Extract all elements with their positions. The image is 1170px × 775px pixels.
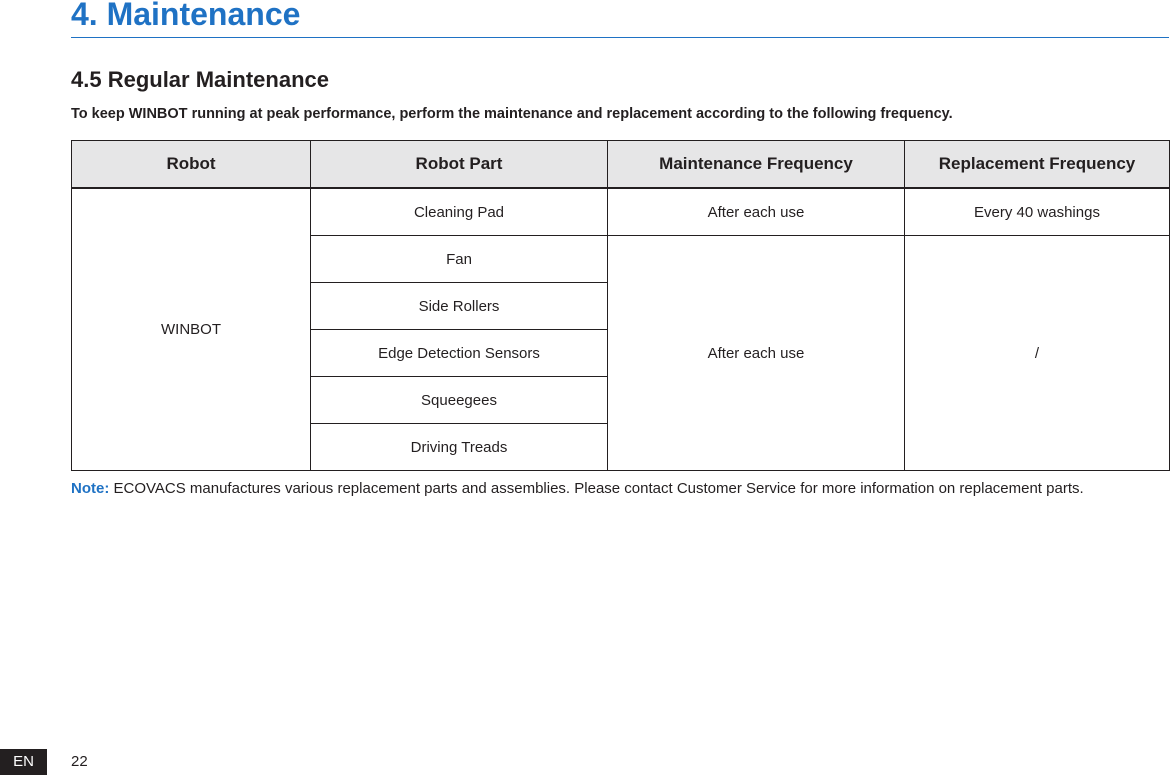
page-number: 22 [71,753,88,770]
language-tab: EN [0,749,47,775]
part-cell: Side Rollers [311,283,608,330]
part-cell: Cleaning Pad [311,188,608,236]
replacement-cell: Every 40 washings [905,188,1170,236]
note-label: Note: [71,480,110,497]
header-robot: Robot [72,141,311,189]
table-header-row [72,141,1170,189]
note-paragraph [71,479,1169,498]
header-replacement-frequency: Replacement Frequency [905,141,1170,189]
chapter-title: 4. Maintenance [71,0,301,32]
maintenance-cell: After each use [608,188,905,236]
part-cell: Edge Detection Sensors [311,330,608,377]
section-intro: To keep WINBOT running at peak performance, perform the maintenance and replacement according to the following frequency. [71,106,953,122]
robot-cell: WINBOT [72,188,311,471]
replacement-cell: / [905,236,1170,471]
header-robot-part: Robot Part [311,141,608,189]
note-text: ECOVACS manufactures various replacement parts and assemblies. Please contact Customer Service for more information on replacement parts. [113,480,1084,497]
header-maintenance-frequency: Maintenance Frequency [608,141,905,189]
part-cell: Fan [311,236,608,283]
chapter-divider [71,37,1169,38]
table-row [72,188,1170,236]
section-title: 4.5 Regular Maintenance [71,67,329,92]
part-cell: Driving Treads [311,424,608,471]
part-cell: Squeegees [311,377,608,424]
maintenance-cell: After each use [608,236,905,471]
maintenance-table [71,140,1170,471]
